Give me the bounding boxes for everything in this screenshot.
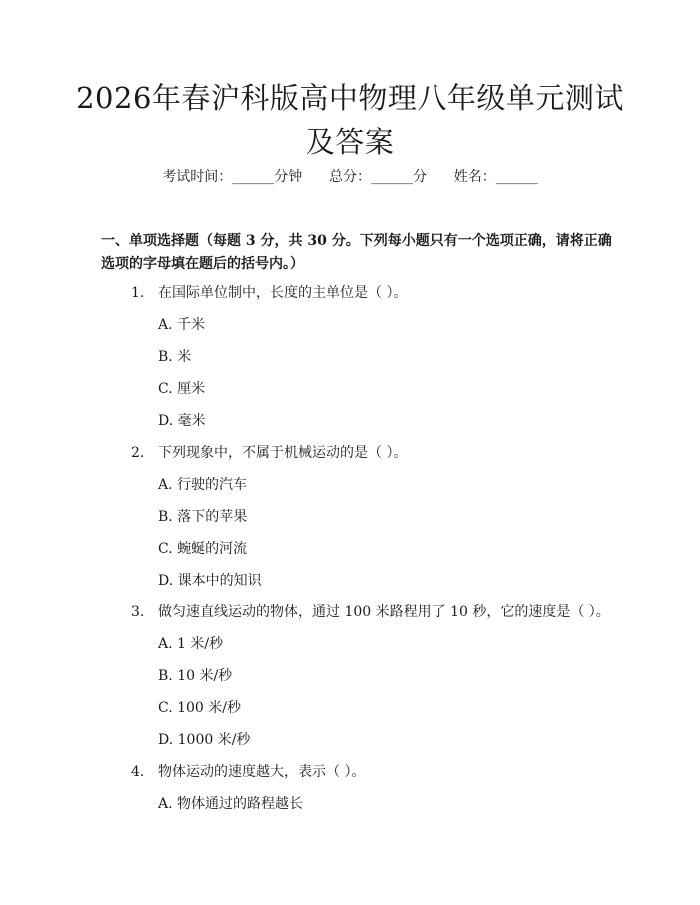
option-2c: C. 蜿蜒的河流 bbox=[158, 541, 248, 557]
question-text: 做匀速直线运动的物体，通过 100 米路程用了 10 秒，它的速度是（ ）。 bbox=[158, 604, 610, 620]
question-2 bbox=[131, 442, 407, 462]
option-3a: A. 1 米/秒 bbox=[158, 636, 224, 652]
option-4a: A. 物体通过的路程越长 bbox=[158, 796, 304, 812]
question-number: 4. bbox=[131, 764, 145, 780]
option-3c: C. 100 米/秒 bbox=[158, 700, 242, 716]
question-4 bbox=[131, 761, 365, 781]
option-1a: A. 千米 bbox=[158, 317, 206, 333]
question-number: 3. bbox=[131, 604, 145, 620]
page-title: 2026年春沪科版高中物理八年级单元测试及答案 bbox=[76, 81, 624, 159]
question-3 bbox=[131, 601, 610, 621]
option-2a: A. 行驶的汽车 bbox=[158, 477, 248, 493]
option-2b: B. 落下的苹果 bbox=[158, 509, 248, 525]
option-3d: D. 1000 米/秒 bbox=[158, 732, 251, 748]
question-text: 下列现象中，不属于机械运动的是（ ）。 bbox=[158, 445, 408, 461]
question-number: 2. bbox=[131, 445, 145, 461]
option-1d: D. 毫米 bbox=[158, 413, 206, 429]
option-2d: D. 课本中的知识 bbox=[158, 573, 262, 589]
question-number: 1. bbox=[131, 285, 145, 301]
question-1 bbox=[131, 282, 407, 302]
option-3b: B. 10 米/秒 bbox=[158, 668, 233, 684]
question-text: 物体运动的速度越大，表示（ ）。 bbox=[158, 764, 366, 780]
option-1b: B. 米 bbox=[158, 349, 192, 365]
section-heading: 一、单项选择题（每题 3 分，共 30 分。下列每小题只有一个选项正确，请将正确选项的字母填在题后的括号内。） bbox=[101, 233, 612, 272]
option-1c: C. 厘米 bbox=[158, 381, 206, 397]
exam-info-line: 考试时间：______分钟 总分：______分 姓名：______ bbox=[162, 169, 538, 185]
question-text: 在国际单位制中，长度的主单位是（ ）。 bbox=[158, 285, 408, 301]
